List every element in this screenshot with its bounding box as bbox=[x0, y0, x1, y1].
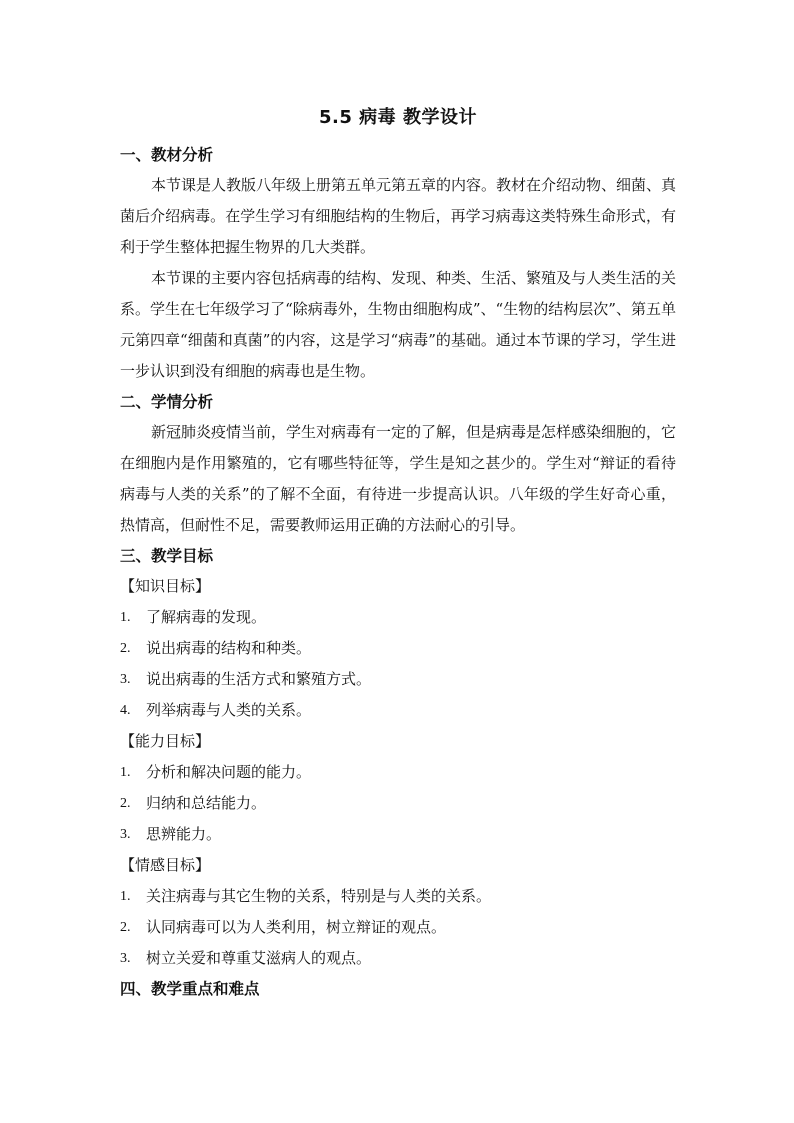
list-text: 了解病毒的发现。 bbox=[146, 608, 267, 626]
list-number: 3. bbox=[120, 672, 131, 687]
list-number: 3. bbox=[120, 827, 131, 842]
list-text: 列举病毒与人类的关系。 bbox=[146, 701, 312, 719]
subheading-emotion-goals: 【情感目标】 bbox=[120, 856, 211, 874]
list-text: 关注病毒与其它生物的关系，特别是与人类的关系。 bbox=[146, 887, 492, 905]
section-heading-key-points: 四、教学重点和难点 bbox=[120, 980, 260, 998]
paragraph-student-analysis: 新冠肺炎疫情当前，学生对病毒有一定的了解，但是病毒是怎样感染细胞的，它在细胞内是作用繁殖的，它有哪些特征等，学生是知之甚少的。学生对“辩证的看待病毒与人类的关系”的了解不全面，有待进一步提高认识。八年级的学生好奇心重，热情高，但耐性不足，需要教师运用正确的方法耐心的引导。 bbox=[120, 423, 677, 534]
list-number: 1. bbox=[120, 610, 131, 625]
list-text: 说出病毒的结构和种类。 bbox=[146, 639, 312, 657]
list-text: 树立关爱和尊重艾滋病人的观点。 bbox=[146, 949, 372, 967]
document-body bbox=[120, 140, 676, 1004]
list-number: 1. bbox=[120, 765, 131, 780]
list-number: 2. bbox=[120, 796, 131, 811]
list-text: 认同病毒可以为人类利用，树立辩证的观点。 bbox=[146, 918, 447, 936]
document-title: 5.5 病毒 教学设计 bbox=[319, 107, 477, 128]
paragraph-textbook-analysis-2: 本节课的主要内容包括病毒的结构、发现、种类、生活、繁殖及与人类生活的关系。学生在七年级学习了“除病毒外，生物由细胞构成”、“生物的结构层次”、第五单元第四章“细菌和真菌”的内容，这是学习“病毒”的基础。通过本节课的学习，学生进一步认识到没有细胞的病毒也是生物。 bbox=[120, 269, 677, 380]
list-item bbox=[120, 912, 676, 943]
list-number: 4. bbox=[120, 703, 131, 718]
list-number: 2. bbox=[120, 641, 131, 656]
list-text: 归纳和总结能力。 bbox=[146, 794, 267, 812]
list-text: 思辨能力。 bbox=[146, 825, 222, 843]
list-number: 2. bbox=[120, 920, 131, 935]
subheading-ability-goals: 【能力目标】 bbox=[120, 732, 211, 750]
section-heading-textbook-analysis: 一、教材分析 bbox=[120, 146, 214, 164]
list-item bbox=[120, 819, 676, 850]
list-text: 分析和解决问题的能力。 bbox=[146, 763, 312, 781]
list-item bbox=[120, 664, 676, 695]
list-item bbox=[120, 602, 676, 633]
list-item bbox=[120, 788, 676, 819]
paragraph-textbook-analysis-1: 本节课是人教版八年级上册第五单元第五章的内容。教材在介绍动物、细菌、真菌后介绍病毒。在学生学习有细胞结构的生物后，再学习病毒这类特殊生命形式，有利于学生整体把握生物界的几大类群。 bbox=[120, 176, 677, 256]
section-heading-teaching-goals: 三、教学目标 bbox=[120, 547, 214, 565]
subheading-knowledge-goals: 【知识目标】 bbox=[120, 577, 211, 595]
list-item bbox=[120, 633, 676, 664]
section-heading-student-analysis: 二、学情分析 bbox=[120, 393, 214, 411]
list-item bbox=[120, 695, 676, 726]
list-number: 1. bbox=[120, 889, 131, 904]
list-item bbox=[120, 943, 676, 974]
list-item bbox=[120, 757, 676, 788]
list-item bbox=[120, 881, 676, 912]
list-text: 说出病毒的生活方式和繁殖方式。 bbox=[146, 670, 372, 688]
list-number: 3. bbox=[120, 951, 131, 966]
